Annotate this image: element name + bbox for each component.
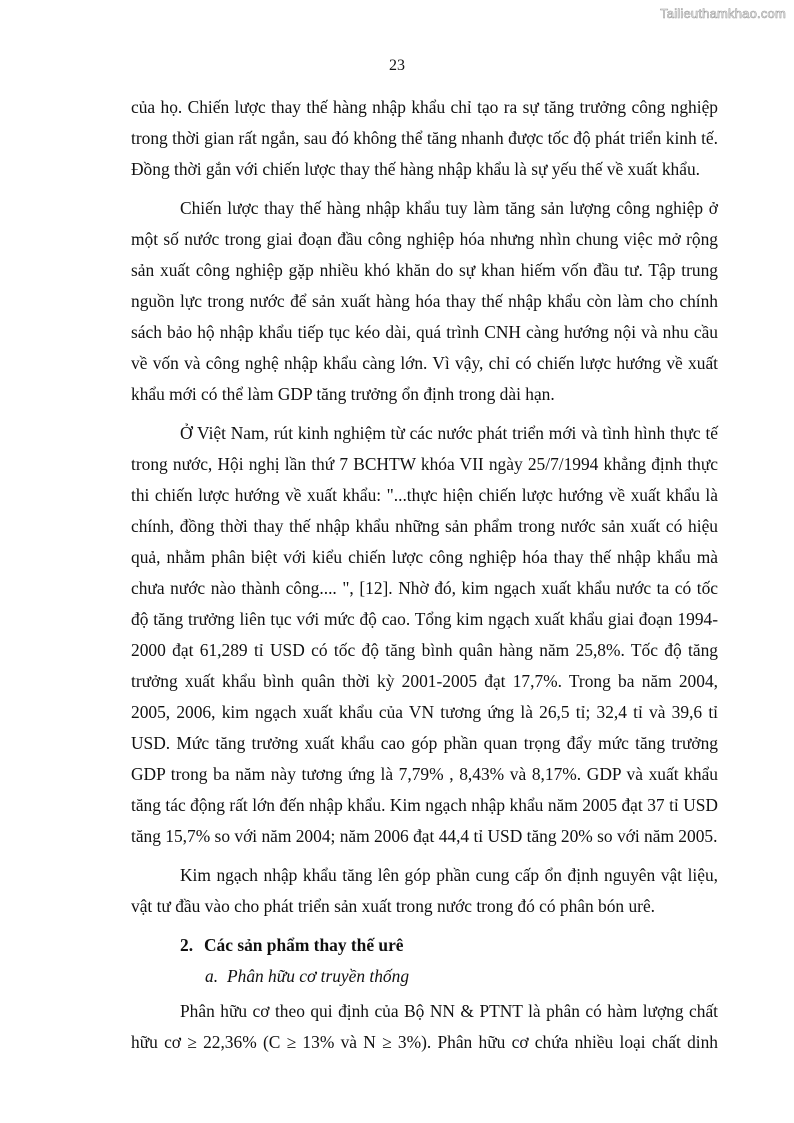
- document-body: [131, 92, 718, 1066]
- subsection-letter: a.: [205, 966, 219, 986]
- paragraph-continuation: của họ. Chiến lược thay thế hàng nhập khẩu chỉ tạo ra sự tăng trưởng công nghiệp trong thời gian rất ngắn, sau đó không thể tăng nhanh được tốc độ phát triển kinh tế. Đồng thời gắn với chiến lược thay thế hàng nhập khẩu là sự yếu thế về xuất khẩu.: [131, 97, 718, 179]
- section-heading: [131, 930, 718, 961]
- subsection-heading: [131, 961, 718, 992]
- paragraph-import-growth: Kim ngạch nhập khẩu tăng lên góp phần cung cấp ổn định nguyên vật liệu, vật tư đầu vào cho phát triển sản xuất trong nước trong đó có phân bón urê.: [131, 865, 718, 916]
- page-number: 23: [389, 57, 405, 74]
- section-number: 2.: [180, 935, 194, 955]
- section-title: Các sản phẩm thay thế urê: [204, 935, 404, 955]
- paragraph-vietnam-export: Ở Việt Nam, rút kinh nghiệm từ các nước phát triển mới và tình hình thực tế trong nước, Hội nghị lần thứ 7 BCHTW khóa VII ngày 25/7/1994 khẳng định thực thi chiến lược hướng về xuất khẩu: "...thực hiện chiến lược hướng về xuất khẩu là chính, đồng thời thay thế nhập khẩu những sản phẩm trong nước sản xuất có hiệu quả, nhằm phân biệt với kiểu chiến lược công nghiệp hóa thay thế nhập khẩu mà chưa nước nào thành công.... ", [12]. Nhờ đó, kim ngạch xuất khẩu nước ta có tốc độ tăng trưởng liên tục với mức độ cao. Tổng kim ngạch xuất khẩu giai đoạn 1994-2000 đạt 61,289 tỉ USD có tốc độ tăng bình quân hàng năm 25,8%. Tốc độ tăng trưởng xuất khẩu bình quân thời kỳ 2001-2005 đạt 17,7%. Trong ba năm 2004, 2005, 2006, kim ngạch xuất khẩu của VN tương ứng là 26,5 tỉ; 32,4 tỉ và 39,6 tỉ USD. Mức tăng trưởng xuất khẩu cao góp phần quan trọng đẩy mức tăng trưởng GDP trong ba năm này tương ứng là 7,79% , 8,43% và 8,17%. GDP và xuất khẩu tăng tác động rất lớn đến nhập khẩu. Kim ngạch nhập khẩu năm 2005 đạt 37 tỉ USD tăng 15,7% so với năm 2004; năm 2006 đạt 44,4 tỉ USD tăng 20% so với năm 2005.: [131, 423, 718, 846]
- watermark: Tailieuthamkhao.com: [660, 6, 786, 21]
- paragraph-organic-fertilizer: Phân hữu cơ theo qui định của Bộ NN & PTNT là phân có hàm lượng chất hữu cơ ≥ 22,36% (C ≥ 13% và N ≥ 3%). Phân hữu cơ chứa nhiều loại chất dinh: [131, 1001, 718, 1052]
- paragraph-import-substitution: Chiến lược thay thế hàng nhập khẩu tuy làm tăng sản lượng công nghiệp ở một số nước trong giai đoạn đầu công nghiệp hóa nhưng nhìn chung việc mở rộng sản xuất công nghiệp gặp nhiều khó khăn do sự khan hiếm vốn đầu tư. Tập trung nguồn lực trong nước để sản xuất hàng hóa thay thế nhập khẩu còn làm cho chính sách bảo hộ nhập khẩu tiếp tục kéo dài, quá trình CNH càng hướng nội và nhu cầu về vốn và công nghệ nhập khẩu càng lớn. Vì vậy, chỉ có chiến lược hướng về xuất khẩu mới có thể làm GDP tăng trưởng ổn định trong dài hạn.: [131, 198, 718, 404]
- subsection-title: Phân hữu cơ truyền thống: [227, 966, 410, 986]
